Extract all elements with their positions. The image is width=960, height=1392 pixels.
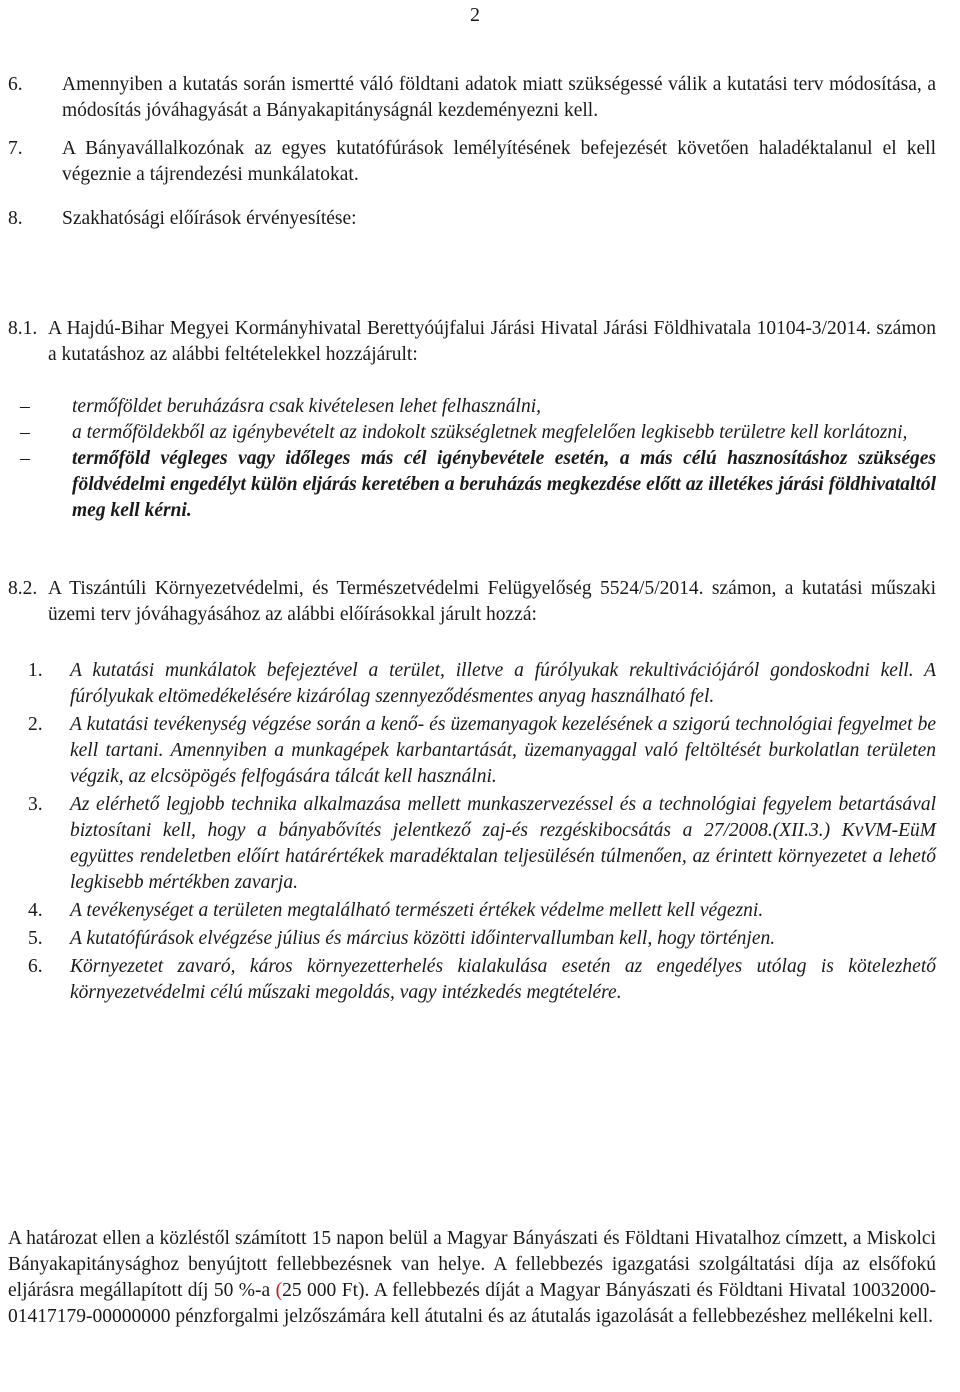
condition-item bbox=[8, 658, 936, 710]
item-number: 8. bbox=[8, 208, 23, 229]
condition-text: A kutatási tevékenység végzése során a kenő- és üzemanyagok kezelésének a szigorú technológiai fegyelmet be kell tartani. Amennyiben a munkagépek karbantartását, üzemanyaggal való feltöltését burkolatlan területen végzik, az elcsöpögés felfogására tálcát kell használni. bbox=[70, 714, 936, 787]
condition-text: A kutatófúrások elvégzése július és március közötti időintervallumban kell, hogy történjen. bbox=[70, 928, 776, 949]
condition-text: a termőföldekből az igénybevételt az indokolt szükségletnek megfelelően legkisebb területre kell korlátozni, bbox=[72, 422, 908, 443]
section-number: 8.1. bbox=[8, 318, 38, 339]
dash-bullet: – bbox=[20, 422, 30, 443]
condition-number: 5. bbox=[28, 928, 43, 949]
section-heading bbox=[8, 576, 936, 628]
page-number: 2 bbox=[470, 4, 480, 26]
condition-text: termőföld végleges vagy időleges más cél igénybevétele esetén, a más célú hasznosításhoz szükséges földvédelmi engedélyt külön eljárás keretében a beruházás megkezdése előtt az illetékes járási földhivataltól meg kell kérni. bbox=[72, 448, 936, 521]
condition-item bbox=[8, 420, 936, 446]
list-item bbox=[8, 136, 936, 188]
item-number: 6. bbox=[8, 74, 23, 95]
section-8-1 bbox=[8, 316, 936, 524]
section-number: 8.2. bbox=[8, 578, 38, 599]
condition-item bbox=[8, 898, 936, 924]
condition-list bbox=[8, 394, 936, 524]
section-text: A Hajdú-Bihar Megyei Kormányhivatal Berettyóújfalui Járási Hivatal Járási Földhivatala 10104-3/2014. számon a kutatáshoz az alábbi feltételekkel hozzájárult: bbox=[48, 318, 936, 365]
section-8-2 bbox=[8, 576, 936, 1008]
appeal-paragraph bbox=[8, 1226, 936, 1330]
condition-item bbox=[8, 792, 936, 896]
appeal-text-part2: 25 000 Ft). A fellebbezés díját a Magyar Bányászati és Földtani Hivatal 10032000-01417179-00000000 pénzforgalmi jelzőszámára kell átutalni és az átutalás igazolását a fellebbezéshez mellékelni kell. bbox=[8, 1280, 936, 1327]
section-text: A Tiszántúli Környezetvédelmi, és Természetvédelmi Felügyelőség 5524/5/2014. számon, a kutatási műszaki üzemi terv jóváhagyásához az alábbi előírásokkal járult hozzá: bbox=[48, 578, 936, 625]
condition-item bbox=[8, 394, 936, 420]
list-item bbox=[8, 72, 936, 124]
condition-number: 3. bbox=[28, 794, 43, 815]
condition-text: termőföldet beruházásra csak kivételesen lehet felhasználni, bbox=[72, 396, 541, 417]
condition-number: 6. bbox=[28, 956, 43, 977]
dash-bullet: – bbox=[20, 396, 30, 417]
condition-text: Az elérhető legjobb technika alkalmazása mellett munkaszervezéssel és a technológiai fegyelem betartásával biztosítani kell, hogy a bányabővítés jelentkező zaj-és rezgéskibocsátás a 27/2008.(XII.3.) KvVM-EüM együttes rendeletben előírt határértékek maradéktalan teljesülésén túlmenően, az érintett környezetet a lehető legkisebb mértékben zavarja. bbox=[70, 794, 936, 893]
condition-text: A kutatási munkálatok befejeztével a terület, illetve a fúrólyukak rekultivációjáról gondoskodni kell. A fúrólyukak eltömedékelésére kizárólag szennyeződésmentes anyag használható fel. bbox=[70, 660, 936, 707]
condition-item bbox=[8, 954, 936, 1006]
item-text: Amennyiben a kutatás során ismertté váló földtani adatok miatt szükségessé válik a kutatási terv módosítása, a módosítás jóváhagyását a Bányakapitányságnál kezdeményezni kell. bbox=[62, 74, 936, 121]
section-heading bbox=[8, 316, 936, 368]
condition-number: 2. bbox=[28, 714, 43, 735]
item-number: 7. bbox=[8, 138, 23, 159]
dash-bullet: – bbox=[20, 448, 30, 469]
condition-item bbox=[8, 712, 936, 790]
condition-number: 4. bbox=[28, 900, 43, 921]
appeal-text-part1: A határozat ellen a közléstől számított 15 napon belül a Magyar Bányászati és Földtani Hivatalhoz címzett, a Miskolci Bányakapitánysághoz benyújtott fellebbezésnek van helye. A fellebbezés igazgatási szolgáltatási díja az elsőfokú eljárásra megállapított díj 50 %-a bbox=[8, 1228, 936, 1301]
condition-text: A tevékenységet a területen megtalálható természeti értékek védelme mellett kell végezni. bbox=[70, 900, 764, 921]
numbered-conditions bbox=[8, 658, 936, 1006]
items-6-7 bbox=[8, 72, 936, 232]
condition-item bbox=[8, 926, 936, 952]
item-text: A Bányavállalkozónak az egyes kutatófúrások lemélyítésének befejezését követően haladéktalanul el kell végeznie a tájrendezési munkálatokat. bbox=[62, 138, 936, 185]
list-item bbox=[8, 206, 936, 232]
condition-item bbox=[8, 446, 936, 524]
condition-number: 1. bbox=[28, 660, 43, 681]
item-text: Szakhatósági előírások érvényesítése: bbox=[62, 208, 357, 229]
condition-text: Környezetet zavaró, káros környezetterhelés kialakulása esetén az engedélyes utólag is kötelezhető környezetvédelmi célú műszaki megoldás, vagy intézkedés megtételére. bbox=[70, 956, 936, 1003]
appeal-red-paren: ( bbox=[275, 1280, 283, 1301]
